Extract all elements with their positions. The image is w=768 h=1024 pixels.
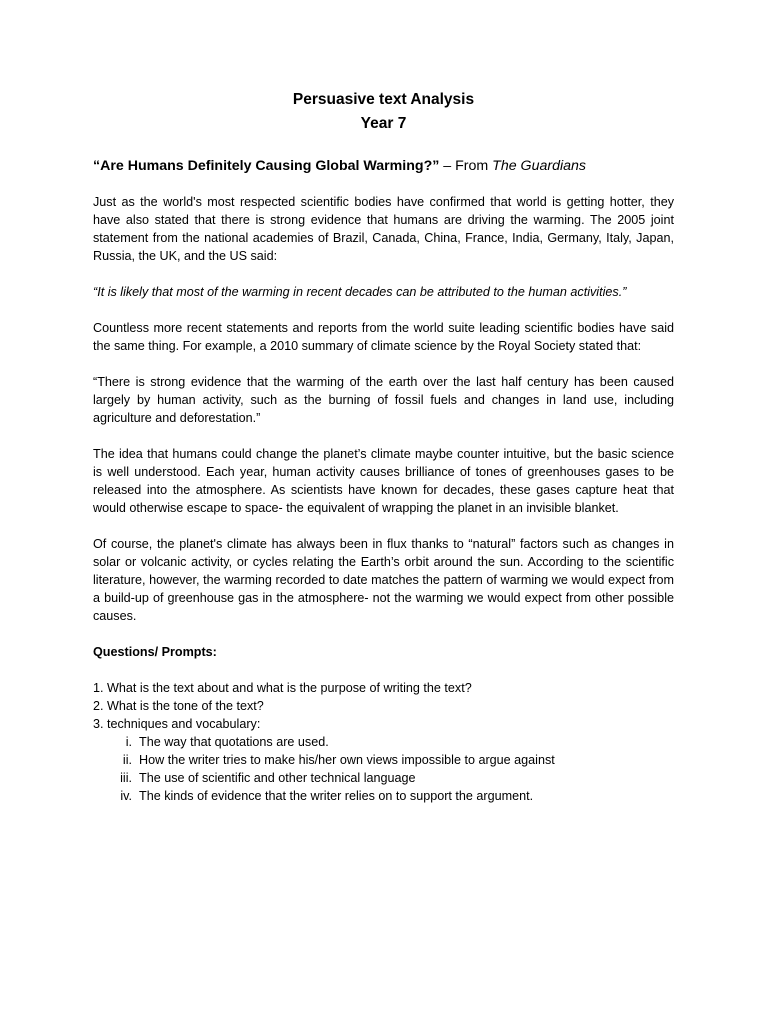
document-title: Persuasive text Analysis (292, 91, 475, 108)
document-page (93, 88, 674, 805)
sub-item (93, 787, 674, 805)
document-subtitle-year: Year 7 (360, 115, 407, 132)
question-2: 2. What is the tone of the text? (93, 699, 264, 713)
sub-item (93, 769, 674, 787)
sub-item-number: iii. (120, 771, 132, 785)
sub-item-text: The use of scientific and other technical language (139, 771, 416, 785)
quote-academies: “It is likely that most of the warming in recent decades can be attributed to the human activities.” (93, 285, 627, 299)
sub-item-number: iv. (120, 789, 132, 803)
sub-item-number: ii. (122, 753, 132, 767)
paragraph-1: Just as the world's most respected scientific bodies have confirmed that world is getting hotter, they have also stated that there is strong evidence that humans are driving the warming. The 2005 joint statement from the national academies of Brazil, Canada, China, France, India, Germany, Italy, Japan, Russia, the UK, and the US said: (93, 195, 674, 263)
sub-item-number: i. (125, 735, 132, 749)
questions-list (93, 679, 674, 805)
paragraph-4: Of course, the planet's climate has always been in flux thanks to “natural” factors such as changes in solar or volcanic activity, or cycles relating the Earth’s orbit around the sun. According to the scientific literature, however, the warming recorded to date matches the pattern of warming we would expect from a build-up of greenhouse gas in the atmosphere- not the warming we would expect from other possible causes. (93, 537, 674, 623)
quote-royal-society: “There is strong evidence that the warming of the earth over the last half century has been caused largely by human activity, such as the burning of fossil fuels and changes in land use, including agriculture and deforestation.” (93, 375, 674, 425)
paragraph-2: Countless more recent statements and reports from the world suite leading scientific bodies have said the same thing. For example, a 2010 summary of climate science by the Royal Society stated that: (93, 321, 674, 353)
sub-item-text: The way that quotations are used. (139, 735, 329, 749)
sub-item (93, 733, 674, 751)
questions-heading: Questions/ Prompts: (93, 645, 217, 659)
article-dash-from: – From (439, 158, 493, 174)
article-question: “Are Humans Definitely Causing Global Warming?” (93, 158, 440, 174)
article-source: The Guardians (492, 158, 587, 174)
question-3: 3. techniques and vocabulary: (93, 717, 261, 731)
sub-item-text: How the writer tries to make his/her own views impossible to argue against (139, 753, 555, 767)
paragraph-3: The idea that humans could change the planet’s climate maybe counter intuitive, but the basic science is well understood. Each year, human activity causes brilliance of tones of greenhouses gases to be released into the atmosphere. As scientists have known for decades, these gases capture heat that would otherwise escape to space- the equivalent of wrapping the planet in an invisible blanket. (93, 447, 674, 515)
sub-item (93, 751, 674, 769)
question-1: 1. What is the text about and what is the purpose of writing the text? (93, 681, 472, 695)
sub-item-text: The kinds of evidence that the writer relies on to support the argument. (139, 789, 534, 803)
article-heading (93, 156, 674, 176)
